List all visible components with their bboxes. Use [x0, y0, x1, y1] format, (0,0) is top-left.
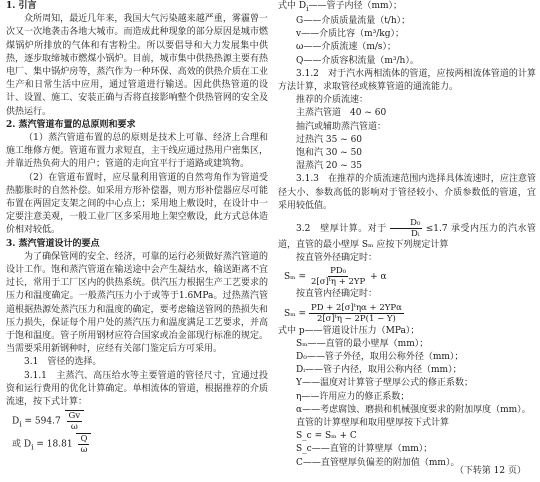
definition-line: D₀——管子外径，取用公称外径（mm）； — [296, 352, 464, 363]
formula-2-den: ω — [80, 445, 88, 456]
continued-note: （下转第 12 页） — [454, 466, 526, 476]
definition-line: S_c——直管的计算壁厚（mm）； — [296, 444, 433, 455]
formula-thickness-od — [284, 266, 536, 287]
paragraph-2-1: （1）蒸汽管道布置的总的原则是技术上可靠、经济上合理和施工维修方便。管道布置力求短直，主干线应通过热用户密集区，并靠近热负荷大的用户；管道的走向宜平行于道路或建筑物。 — [6, 133, 268, 170]
formula-1-num: Gv — [68, 411, 81, 422]
paragraph-3-1-2: 3.1.2 对于汽水两相流体的管道，应按两相流体管道的计算方法计算，求取管径或核算管道的通流能力。 — [278, 68, 536, 93]
paragraph-3: 为了确保管网的安全、经济，可靠的运行必须做好蒸汽管道的设计工作。饱和蒸汽管道在输送途中会产生凝结水，输送距离不宜过长，常用于工厂区内的供热系统。供汽压力根据生产工艺要求的压力和温度确定。一般蒸汽压力小于或等于1.6MPa。过热蒸汽管道根据热源处蒸汽压力和温度的确定，要考虑输送管网的热损失和压力损失，保证每个用户处的蒸汽压力和温度满足工艺要求，并高于饱和温度。管子所用钢材应符合国家或冶金部现行标准的规定。当需要采用新钢种时，应经有关部门鉴定后方可采用。 — [6, 251, 268, 355]
intro-paragraph: 众所周知，最近几年来，我国大气污染越来越严重，雾霾曾一次又一次地袭击各地大城市。而造成此种现象的部分原因是城市燃煤锅炉所排放的气体和有害粉尘。所以要倡导和大力发展集中供热，逐步取缔城市燃煤小锅炉。目前，城市集中供热热源主要有热电厂、集中锅炉房等，蒸汽作为一种环保、高效的供热介质在工业生产和日常生活中应用，通过管道进行输送。因此供热管道的设计、设置、施工、安装正确与否将直接影响整个供热管网的安全及供热运行。 — [6, 14, 268, 117]
symbol-di-desc: ——管子内径（mm）； — [308, 1, 403, 11]
ratio-den: Dᵢ — [411, 229, 420, 240]
symbol-line-di — [278, 0, 536, 15]
left-column — [6, 0, 268, 456]
flow-rate-item: 主蒸汽管道 40 ~ 60 — [296, 108, 387, 119]
paragraph-3-2-tail: ≤1.7 承受内压力的汽水管道，直管的最小壁厚 Sₘ 应按下列规定计算 — [278, 224, 536, 251]
definition-line: C——直管壁厚负偏差的附加值（mm）。 — [296, 457, 460, 468]
formula-diameter-1 — [12, 410, 268, 432]
formula-4-lhs: Sₘ = — [284, 308, 307, 319]
formula-3-den: 2[σ]ᵗη + 2YP — [310, 277, 366, 288]
definition-line: S_c = Sₘ + C — [296, 431, 357, 442]
definition-line: Sₘ——直管的最小壁厚（mm）； — [296, 338, 429, 349]
formula-3-num: PD₀ — [330, 266, 347, 277]
definition-line: Y——温度对计算管子壁厚公式的修正系数； — [296, 378, 473, 389]
paragraph-3-2 — [278, 218, 536, 252]
symbol-line-v: v——介质比容（m³/kg）； — [296, 29, 404, 40]
flow-rate-item: 抽汽或辅助蒸汽管道： — [296, 121, 387, 132]
formula-2-coef: = 18.81 — [36, 439, 73, 450]
definition-line: η——许用应力的修正系数； — [296, 391, 410, 402]
formula-2-sub: i — [31, 442, 34, 452]
formula-thickness-id — [284, 303, 536, 324]
formula-2-sqrt — [76, 433, 91, 455]
formula-3-tail: + α — [370, 272, 387, 283]
flow-rate-list — [278, 107, 536, 173]
flow-rate-item: 过热汽 35 ~ 60 — [296, 134, 363, 145]
formula-4-den: 2[σ]ᵗη − 2P(1 − Y) — [316, 313, 396, 324]
paragraph-3-2-lead: 3.2 壁厚计算。对于 — [296, 224, 387, 235]
formula-1-sub: i — [19, 419, 22, 429]
definition-line: α——考虑腐蚀、磨损和机械强度要求的附加厚度（mm）。 — [296, 404, 531, 415]
section-heading-intro: 1. 引言 — [6, 1, 37, 11]
formula-2-num: Q — [80, 434, 88, 445]
paragraph-3-1-3: 3.1.3 在推荐的介质流速范围内选择具体流速时，应注意管径大小、参数高低的影响对于管径较小、介质参数低的管道，宜采用较低值。 — [278, 174, 536, 211]
definition-line: 式中 p——管道设计压力（MPa）； — [278, 325, 420, 336]
formula-1-den: ω — [70, 422, 78, 433]
od-title: 按直管外径确定时： — [296, 253, 378, 264]
id-title: 按直管内径确定时： — [296, 289, 378, 300]
formula-1-lhs: D — [12, 416, 20, 427]
definition-line: 直管的计算壁厚和取用壁厚按下式计算 — [296, 418, 450, 429]
symbol-definitions — [278, 325, 536, 470]
paragraph-2-2: （2）在管道布置时，应尽量利用管道的自然弯角作为管道受热膨胀时的自然补偿。如采用方形补偿器，则方形补偿器应尽可能布置在两固定支架之间的中心点上；采用地上敷设时，在设计中一定要注意美观，一般工业厂区多采用地上架空敷设，此方式总体造价相对较低。 — [6, 172, 268, 236]
formula-2-lhs: D — [23, 439, 32, 450]
symbol-line-q: Q——介质容积流量（m³/h）。 — [296, 55, 419, 66]
formula-1-coef: = 594.7 — [24, 416, 61, 427]
formula-2-prefix: 或 — [12, 439, 22, 450]
symbol-line-w: ω——介质流速（m/s）； — [296, 42, 397, 53]
paragraph-3-1-1: 3.1.1 主蒸汽、高压给水等主要管道的管径尺寸，宜通过投资和运行费用的优化计算确定。单相流体的管道，根据推荐的介质流速，按下式计算： — [6, 370, 268, 408]
definition-line: Dᵢ——管子内径，取用公称内径（mm）； — [296, 365, 462, 376]
formula-4-num: PD + 2[σ]ᵗηα + 2YPα — [310, 302, 402, 313]
flow-rate-item: 湿蒸汽 20 ~ 35 — [296, 161, 363, 172]
subheading-3-1: 3.1 管径的选择。 — [24, 357, 102, 368]
symbol-di-label: 式中 D — [278, 1, 307, 11]
formula-1-sqrt — [65, 410, 85, 432]
symbol-line-g: G——介质质量流量（t/h）； — [296, 16, 411, 26]
formula-diameter-2 — [12, 433, 268, 455]
section-heading-3: 3. 蒸汽管道设计的要点 — [6, 238, 100, 249]
ratio-num: D₀ — [390, 218, 422, 229]
symbol-di-sub: i — [306, 3, 309, 13]
section-heading-2: 2. 蒸汽管道布置的总原则和要求 — [6, 119, 136, 130]
flow-rate-title: 推荐的介质流速： — [296, 95, 369, 106]
flow-rate-item: 饱和汽 30 ~ 50 — [296, 148, 363, 159]
right-column — [278, 0, 536, 470]
formula-3-lhs: Sₘ = — [284, 272, 307, 283]
